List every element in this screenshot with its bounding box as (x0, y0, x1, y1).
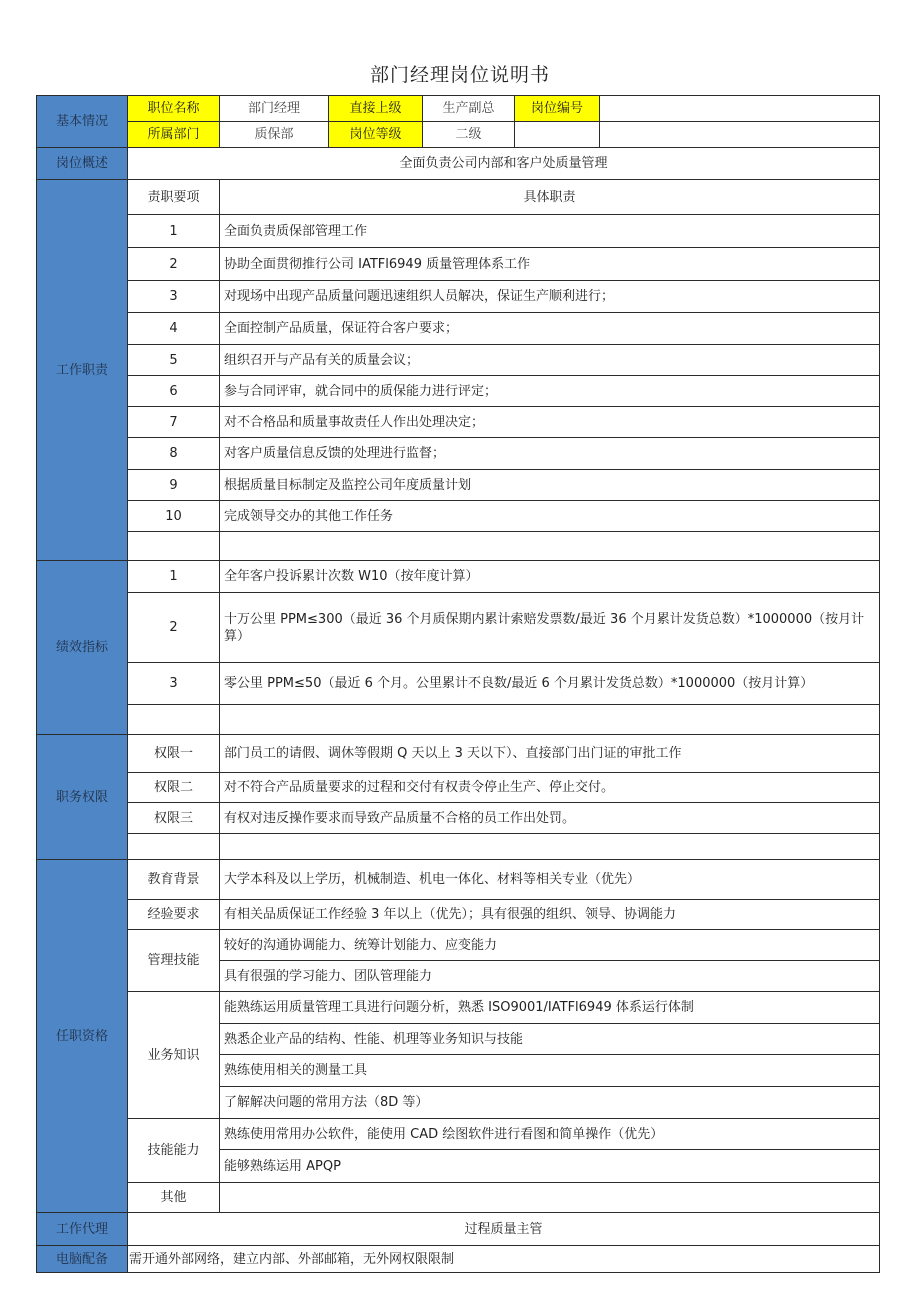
label-grade: 岗位等级 (329, 122, 423, 148)
skills-text: 熟练使用常用办公软件，能使用 CAD 绘图软件进行看图和简单操作（优先） (220, 1119, 880, 1150)
section-deputy: 工作代理 (37, 1213, 128, 1246)
empty-cell (220, 705, 880, 735)
business-text: 能熟练运用质量管理工具进行问题分析，熟悉 ISO9001/IATFl6949 体系运行体制 (220, 992, 880, 1024)
business-text: 了解解决问题的常用方法（8D 等） (220, 1087, 880, 1119)
authority-label: 权限一 (128, 735, 220, 773)
duty-text: 组织召开与产品有关的质量会议； (220, 345, 880, 376)
duty-no: 6 (128, 376, 220, 407)
label-superior: 直接上级 (329, 96, 423, 122)
duty-no: 10 (128, 501, 220, 532)
computer-text: 需开通外部网络，建立内部、外部邮箱，无外网权限限制 (128, 1246, 880, 1273)
deputy-text: 过程质量主管 (128, 1213, 880, 1246)
duty-no: 9 (128, 470, 220, 501)
empty-cell (220, 532, 880, 561)
kpi-no: 3 (128, 663, 220, 705)
duty-text: 对现场中出现产品质量问题迅速组织人员解决，保证生产顺利进行； (220, 281, 880, 313)
duty-no: 3 (128, 281, 220, 313)
duty-text: 对不合格品和质量事故责任人作出处理决定； (220, 407, 880, 438)
label-department: 所属部门 (128, 122, 220, 148)
empty-cell (600, 122, 880, 148)
duty-text: 参与合同评审，就合同中的质保能力进行评定； (220, 376, 880, 407)
page-title: 部门经理岗位说明书 (369, 64, 550, 86)
section-duties: 工作职责 (37, 180, 128, 561)
value-grade: 二级 (423, 122, 515, 148)
authority-text: 部门员工的请假、调休等假期 Q 天以上 3 天以下）、直接部门出门证的审批工作 (220, 735, 880, 773)
kpi-text: 全年客户投诉累计次数 W10（按年度计算） (220, 561, 880, 593)
section-kpi: 绩效指标 (37, 561, 128, 735)
duty-text: 完成领导交办的其他工作任务 (220, 501, 880, 532)
management-text: 较好的沟通协调能力、统筹计划能力、应变能力 (220, 930, 880, 961)
section-basic: 基本情况 (37, 96, 128, 148)
duty-text: 对客户质量信息反馈的处理进行监督； (220, 438, 880, 470)
duty-text: 全面负责质保部管理工作 (220, 215, 880, 248)
empty-cell (515, 122, 600, 148)
business-text: 熟练使用相关的测量工具 (220, 1055, 880, 1087)
experience-text: 有相关品质保证工作经验 3 年以上（优先）；具有很强的组织、领导、协调能力 (220, 900, 880, 930)
kpi-text: 十万公里 PPM≤300（最近 36 个月质保期内累计索赔发票数/最近 36 个月累计发货总数）*1000000（按月计算） (220, 593, 880, 663)
kpi-text: 零公里 PPM≤50（最近 6 个月。公里累计不良数/最近 6 个月累计发货总数）*1000000（按月计算） (220, 663, 880, 705)
empty-cell (220, 1183, 880, 1213)
skills-text: 能够熟练运用 APQP (220, 1150, 880, 1183)
authority-text: 对不符合产品质量要求的过程和交付有权责令停止生产、停止交付。 (220, 773, 880, 803)
duty-text: 协助全面贯彻推行公司 IATFl6949 质量管理体系工作 (220, 248, 880, 281)
value-position-code (600, 96, 880, 122)
value-department: 质保部 (220, 122, 329, 148)
business-text: 熟悉企业产品的结构、性能、机理等业务知识与技能 (220, 1024, 880, 1055)
education-text: 大学本科及以上学历，机械制造、机电一体化、材料等相关专业（优先） (220, 860, 880, 900)
empty-cell (220, 834, 880, 860)
management-text: 具有很强的学习能力、团队管理能力 (220, 961, 880, 992)
empty-cell (128, 705, 220, 735)
authority-label: 权限二 (128, 773, 220, 803)
duty-text: 根据质量目标制定及监控公司年度质量计划 (220, 470, 880, 501)
section-computer: 电脑配备 (37, 1246, 128, 1273)
label-position-name: 职位名称 (128, 96, 220, 122)
duty-no: 4 (128, 313, 220, 345)
value-position-name: 部门经理 (220, 96, 329, 122)
empty-cell (128, 834, 220, 860)
education-label: 教育背景 (128, 860, 220, 900)
empty-cell (128, 532, 220, 561)
kpi-no: 1 (128, 561, 220, 593)
value-superior: 生产副总 (423, 96, 515, 122)
duty-no: 5 (128, 345, 220, 376)
duty-no: 2 (128, 248, 220, 281)
duty-no: 8 (128, 438, 220, 470)
job-description-table (36, 95, 880, 1273)
experience-label: 经验要求 (128, 900, 220, 930)
duty-no: 1 (128, 215, 220, 248)
label-position-code: 岗位编号 (515, 96, 600, 122)
overview-text: 全面负责公司内部和客户处质量管理 (128, 148, 880, 180)
other-label: 其他 (128, 1183, 220, 1213)
duties-header-detail: 具体职责 (220, 180, 880, 215)
kpi-no: 2 (128, 593, 220, 663)
duties-header-item: 责职要项 (128, 180, 220, 215)
authority-label: 权限三 (128, 803, 220, 834)
skills-label: 技能能力 (128, 1119, 220, 1183)
section-overview: 岗位概述 (37, 148, 128, 180)
duty-text: 全面控制产品质量，保证符合客户要求； (220, 313, 880, 345)
authority-text: 有权对违反操作要求而导致产品质量不合格的员工作出处罚。 (220, 803, 880, 834)
management-label: 管理技能 (128, 930, 220, 992)
duty-no: 7 (128, 407, 220, 438)
section-authority: 职务权限 (37, 735, 128, 860)
business-label: 业务知识 (128, 992, 220, 1119)
section-qualification: 任职资格 (37, 860, 128, 1213)
